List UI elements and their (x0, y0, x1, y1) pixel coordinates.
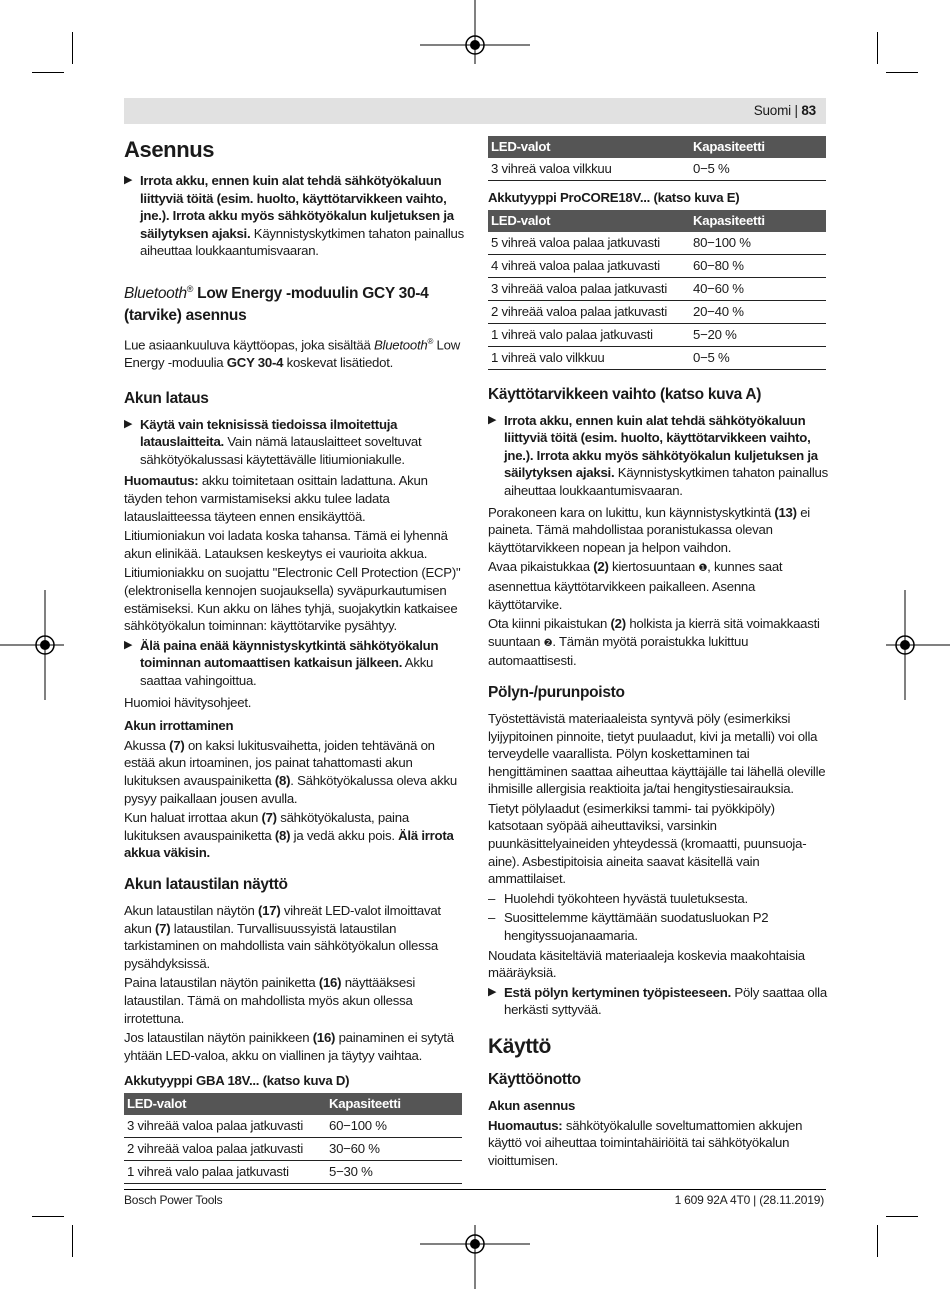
table-row (488, 277, 826, 300)
section-title-kaytto: Käyttö (488, 1035, 551, 1058)
remove-battery-heading: Akun irrottaminen (124, 718, 234, 734)
table-header-row (488, 210, 826, 232)
note-label: Huomautus: (488, 1117, 563, 1133)
model-code: GCY 30-4 (226, 355, 284, 371)
text: , kunnes saat asennettua käyttötarvikkeen paikalleen. Asenna käyttötarvike. (488, 559, 783, 612)
warning-bold: Irrota akku, ennen kuin alat tehdä sähkötyökaluun liittyviä töitä (esim. huolto, käyttötarvikkeen vaihto, jne.). Irrota akku myös sähkötyökalun kuljetuksen ja säilytyksen ajaksi. (140, 173, 454, 241)
warning-item (124, 637, 464, 690)
dust-heading: Pölyn-/purunpoisto (488, 683, 625, 701)
dash-item (488, 909, 828, 944)
gba-led-table (124, 1093, 462, 1184)
warning-item (488, 412, 828, 500)
table-row (124, 1160, 462, 1183)
text: holkista ja kierrä sitä voimakkaasti suuntaan (488, 616, 820, 649)
text: . Sähkötyökalussa oleva akku pysyy paikallaan jousen avulla. (124, 772, 457, 806)
registration-mark-icon (0, 590, 90, 700)
tool-change-heading: Käyttötarvikkeen vaihto (katso kuva A) (488, 385, 762, 403)
table-cell: 4 vihreä valoa palaa jatkuvasti (488, 254, 690, 277)
right-column (488, 136, 828, 1171)
ref-number: (2) (610, 616, 626, 632)
charging-heading: Akun lataus (124, 389, 209, 407)
bluetooth-paragraph (124, 333, 464, 372)
paragraph: Litiumioniakku on suojattu "Electronic Cell Protection (ECP)" (elektronisella kennojen suojauksella) syväpurkautumisen estämiseksi. Kun akku on lähes tyhjä, suojakytkin katkaisee sähkötyökalun toiminnan: käyttötarvike pysähtyy. (124, 565, 461, 634)
warning-bold: Irrota akku, ennen kuin alat tehdä sähkötyökaluun liittyviä töitä (esim. huolto, käyttötarvikkeen vaihto, jne.). Irrota akku myös sähkötyökalun kuljetuksen ja säilytyksen ajaksi. (504, 412, 818, 481)
table-row (124, 1115, 462, 1138)
table-cell: 30−60 % (326, 1137, 462, 1160)
page-footer (124, 1189, 826, 1207)
note-paragraph (124, 472, 464, 525)
text: Akun lataustilan näytön (124, 902, 259, 918)
text: Akussa (124, 737, 170, 753)
bluetooth-heading (124, 278, 464, 327)
paragraph (488, 615, 828, 670)
section-title-asennus: Asennus (124, 137, 215, 162)
warning-item (124, 416, 464, 469)
crop-mark (886, 72, 918, 73)
ref-number: (8) (274, 772, 291, 788)
warning-text: Pöly saattaa olla herkästi syttyvää. (504, 984, 827, 1018)
registration-mark-icon (420, 1199, 530, 1289)
ref-number: (7) (261, 810, 277, 826)
note-paragraph (488, 1117, 828, 1170)
text: ei paineta. Tämä mahdollistaa poranistukassa olevan käyttötarvikkeen nopean ja helpon vaihdon. (488, 504, 810, 555)
table-header-row (488, 136, 826, 158)
table-cell: 0−5 % (690, 158, 826, 181)
warning-text: Käynnistyskytkimen tahaton painallus aiheuttaa loukkaantumisvaaran. (140, 225, 464, 259)
paragraph (124, 974, 464, 1027)
paragraph (124, 1029, 464, 1064)
table-row (488, 158, 826, 181)
table-row (488, 254, 826, 277)
paragraph (124, 737, 464, 807)
table-header: Kapasiteetti (326, 1093, 462, 1115)
table-header: LED-valot (124, 1093, 326, 1115)
text: lataustilan. Turvallisuussyistä lataustilan tarkistaminen on mahdollista vain sähkötyökalun ollessa pysähdyksissä. (124, 920, 438, 971)
battery-install-heading: Akun asennus (488, 1098, 576, 1113)
ref-number: (7) (155, 920, 171, 936)
paragraph: Huomioi hävitysohjeet. (124, 694, 252, 710)
crop-mark (32, 72, 64, 73)
page-header (124, 98, 826, 124)
triangle-bullet-icon: ▶ (488, 985, 497, 998)
left-column (124, 136, 464, 1184)
ref-number: (16) (312, 1030, 336, 1046)
table-cell: 3 vihreää valoa palaa jatkuvasti (124, 1115, 326, 1138)
ref-number: (8) (274, 827, 291, 843)
table-caption: Akkutyyppi ProCORE18V... (katso kuva E) (488, 190, 740, 205)
text: Kun haluat irrottaa akun (124, 810, 262, 826)
warning-bold: Älä paina enää käynnistyskytkintä sähkötyökalun toiminnan automaattisen katkaisun jälkeen. (140, 637, 439, 671)
paragraph (488, 558, 828, 613)
table-caption: Akkutyyppi GBA 18V... (katso kuva D) (124, 1073, 350, 1089)
text: Jos lataustilan näytön painikkeen (124, 1030, 313, 1046)
table-cell: 0−5 % (690, 346, 826, 369)
triangle-bullet-icon: ▶ (488, 413, 497, 426)
crop-mark (72, 32, 73, 64)
table-cell: 3 vihreä valoa vilkkuu (488, 158, 690, 181)
warning-bold: Estä pölyn kertyminen työpisteeseen. (504, 984, 731, 1000)
note-text: sähkötyökalulle soveltumattomien akkujen käyttö voi aiheuttaa toimintahäiriöitä tai sähkötyökalun vioittumisen. (488, 1117, 803, 1168)
table-row (488, 346, 826, 369)
table-row (488, 300, 826, 323)
language-label: Suomi (753, 103, 791, 118)
procore-led-table (488, 210, 826, 370)
table-cell: 1 vihreä valo palaa jatkuvasti (488, 323, 690, 346)
dash-bullet: – (488, 910, 496, 926)
text: painaminen ei sytytä yhtään LED-valoa, akku on viallinen ja täytyy vaihtaa. (124, 1030, 454, 1063)
ref-number: (2) (593, 559, 609, 575)
paragraph: Noudata käsiteltäviä materiaaleja koskevia maakohtaisia määräyksiä. (488, 947, 805, 981)
table-cell: 5−20 % (690, 323, 826, 346)
table-header: Kapasiteetti (690, 136, 826, 158)
table-cell: 20−40 % (690, 300, 826, 323)
paragraph: Tietyt pölylaadut (esimerkiksi tammi- tai pyökkipöly) katsotaan syöpää aiheuttaviksi, varsinkin puunkäsittelyaineiden yhteydessä (kromaatti, puunsuoja-aine). Asbestipitoisia aineita saavat käsitellä vain ammattilaiset. (488, 800, 807, 887)
paragraph: Litiumioniakun voi ladata koska tahansa. Tämä ei lyhennä akun elinikää. Latauksen keskeytys ei vaurioita akkua. (124, 528, 448, 561)
ref-number: (17) (258, 902, 281, 918)
bluetooth-word: Bluetooth (124, 285, 187, 303)
text: Suosittelemme käyttämään suodatusluokan P2 hengityssuojanaamaria. (504, 910, 769, 944)
table-cell: 60−80 % (690, 254, 826, 277)
table-row (488, 232, 826, 255)
text: Ota kiinni pikaistukan (488, 616, 611, 632)
table-cell: 2 vihreää valoa palaa jatkuvasti (124, 1137, 326, 1160)
charge-indicator-heading: Akun lataustilan näyttö (124, 875, 288, 893)
text: Avaa pikaistukkaa (488, 559, 594, 575)
triangle-bullet-icon: ▶ (124, 174, 133, 186)
text: Huolehdi työkohteen hyvästä tuuletuksesta. (504, 890, 748, 906)
table-cell: 60−100 % (326, 1115, 462, 1138)
warning-text: Vain nämä latauslaitteet soveltuvat sähkötyökalussasi käytettävälle litiumioniakulle. (140, 434, 422, 467)
text: koskevat lisätiedot. (283, 355, 394, 371)
table-cell: 3 vihreää valoa palaa jatkuvasti (488, 277, 690, 300)
warning-item (488, 984, 828, 1019)
paragraph (124, 902, 464, 972)
paragraph (124, 809, 464, 862)
table-header-row (124, 1093, 462, 1115)
text: Porakoneen kara on lukittu, kun käynnistyskytkintä (488, 504, 775, 520)
table-cell: 5 vihreä valoa palaa jatkuvasti (488, 232, 690, 255)
text: . Tämän myötä poraistukka lukittuu automaattisesti. (488, 633, 749, 669)
registration-mark-icon (860, 590, 950, 700)
note-label: Huomautus: (124, 473, 199, 489)
text: kiertosuuntaan (608, 559, 699, 575)
crop-mark (72, 1225, 73, 1257)
warning-text: Käynnistyskytkimen tahaton painallus aiheuttaa loukkaantumisvaaran. (504, 465, 828, 498)
ref-number: (16) (318, 975, 342, 991)
bluetooth-heading-text: Low Energy -moduulin GCY 30-4 (tarvike) asennus (124, 285, 429, 325)
text: näyttääksesi lataustilan. Tämä on mahdollista myös akun ollessa irrotettuna. (124, 975, 415, 1026)
table-header: Kapasiteetti (690, 210, 826, 232)
triangle-bullet-icon: ▶ (124, 417, 133, 430)
table-cell: 80−100 % (690, 232, 826, 255)
note-text: akku toimitetaan osittain ladattuna. Akun täyden tehon varmistamiseksi akku tulee ladata latauslaitteessa täyteen ennen ensikäyttöä. (124, 473, 428, 524)
table-cell: 5−30 % (326, 1160, 462, 1183)
text: vihreät LED-valot ilmoittavat akun (124, 902, 441, 936)
table-row (488, 323, 826, 346)
registration-mark-icon (420, 0, 530, 90)
table-header: LED-valot (488, 136, 690, 158)
warning-bold: Älä irrota akkua väkisin. (124, 827, 454, 861)
paragraph: Työstettävistä materiaaleista syntyvä pöly (esimerkiksi lyijypitoinen pinnoite, tietyt puulaadut, kivi ja metalli) voi olla terveydelle vaarallista. Pölyn koskettaminen tai hengittäminen saattaa aiheuttaa käyttäjälle tai lähellä oleville ihmisille allergisia reaktioita ja/tai hengitystiesairauksia. (488, 710, 826, 797)
paragraph (488, 504, 828, 557)
step-1-icon: ❶ (698, 563, 708, 575)
table-cell: 1 vihreä valo palaa jatkuvasti (124, 1160, 326, 1183)
text: Lue asiaankuuluva käyttöopas, joka sisältää (124, 337, 374, 353)
page-number: 83 (801, 103, 816, 118)
dash-item (488, 890, 828, 908)
crop-mark (877, 32, 878, 64)
text: ja vedä akku pois. (290, 827, 399, 843)
warning-text: Akku saattaa vahingoittua. (140, 655, 434, 689)
registered-mark: ® (427, 337, 434, 347)
table-cell: 2 vihreää valoa palaa jatkuvasti (488, 300, 690, 323)
ref-number: (13) (774, 504, 797, 520)
footer-brand: Bosch Power Tools (124, 1193, 223, 1207)
table-cell: 1 vihreä valo vilkkuu (488, 346, 690, 369)
text: Paina lataustilan näytön painiketta (124, 975, 319, 991)
bluetooth-word: Bluetooth (374, 337, 428, 353)
warning-item (124, 172, 464, 260)
crop-mark (877, 1225, 878, 1257)
table-row (124, 1137, 462, 1160)
startup-heading: Käyttöönotto (488, 1071, 581, 1088)
dash-bullet: – (488, 890, 496, 906)
gba-led-table-continued (488, 136, 826, 181)
footer-doc-id: 1 609 92A 4T0 | (28.11.2019) (674, 1193, 824, 1207)
ref-number: (7) (169, 737, 185, 753)
table-header: LED-valot (488, 210, 690, 232)
triangle-bullet-icon: ▶ (124, 638, 133, 651)
registered-mark: ® (186, 283, 194, 294)
table-cell: 40−60 % (690, 277, 826, 300)
page-indicator: Suomi | 83 (753, 103, 816, 118)
crop-mark (886, 1216, 918, 1217)
text: Low Energy -moduulia (124, 337, 460, 371)
crop-mark (32, 1216, 64, 1217)
warning-bold: Käytä vain teknisissä tiedoissa ilmoitettuja latauslaitteita. (140, 416, 398, 450)
text: on kaksi lukitusvaihetta, joiden tehtävänä on estää akun irtoaminen, jos painat tahattomasti akun lukituksen avauspainiketta (124, 737, 435, 788)
step-2-icon: ❷ (543, 637, 553, 649)
text: sähkötyökalusta, paina lukituksen avauspainiketta (124, 810, 409, 843)
